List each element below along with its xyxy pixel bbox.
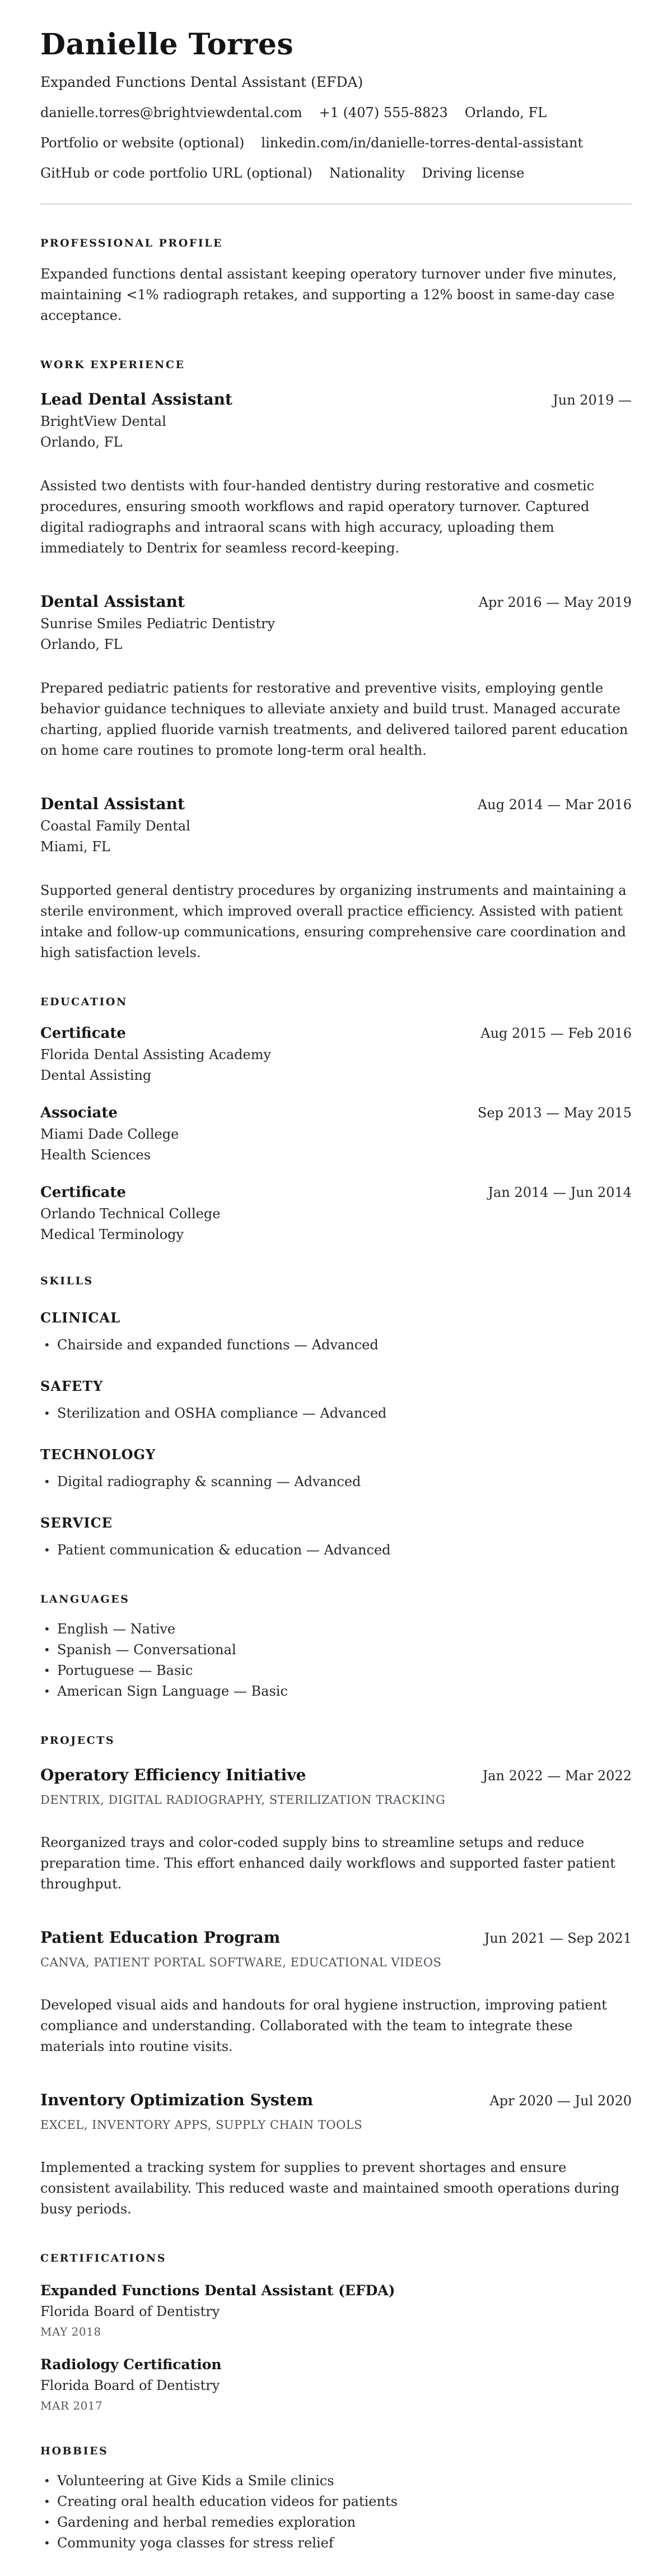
project-title: Patient Education Program xyxy=(40,1928,281,1947)
skill-category: SERVICE xyxy=(40,1514,113,1531)
education-degree: Certificate xyxy=(40,1024,126,1042)
project-description: Developed visual aids and handouts for oral hygiene instruction, improving patient compliance and understanding. Collaborated with the team to integrate these materials into routine visits. xyxy=(40,1997,607,2054)
certification-entry xyxy=(40,2356,632,2412)
job-entry-head xyxy=(40,390,632,409)
section-label: PROFESSIONAL PROFILE xyxy=(40,236,223,249)
project-tags: CANVA, PATIENT PORTAL SOFTWARE, EDUCATIONAL VIDEOS xyxy=(40,1955,442,1969)
project-title: Inventory Optimization System xyxy=(40,2090,314,2109)
job-entry xyxy=(40,592,632,761)
contact-portfolio-placeholder: Portfolio or website (optional) xyxy=(40,134,245,151)
person-name: Danielle Torres xyxy=(40,27,294,62)
education-dates: Sep 2013 — May 2015 xyxy=(477,1104,632,1121)
certification-org: Florida Board of Dentistry xyxy=(40,2303,220,2319)
language-item: • English — Native xyxy=(40,1619,632,1640)
hobby-item: • Volunteering at Give Kids a Smile clinics xyxy=(40,2471,632,2491)
skill-item: • Patient communication & education — Advanced xyxy=(40,1540,632,1561)
person-job-title: Expanded Functions Dental Assistant (EFDA) xyxy=(40,73,363,90)
job-description: Supported general dentistry procedures by organizing instruments and maintaining a sterile environment, which improved overall practice efficiency. Assisted with patient intake and follow-up communications, ensuring comprehensive care coordination and high satisfaction levels. xyxy=(40,882,627,960)
education-entry-head xyxy=(40,1184,632,1201)
certification-title: Radiology Certification xyxy=(40,2356,222,2373)
certification-date: MAR 2017 xyxy=(40,2398,103,2412)
project-title: Operatory Efficiency Initiative xyxy=(40,1765,306,1784)
contact-phone: +1 (407) 555-8823 xyxy=(319,104,448,120)
section-skills xyxy=(40,1275,632,1561)
education-school: Florida Dental Assisting Academy xyxy=(40,1046,272,1062)
education-dates: Jan 2014 — Jun 2014 xyxy=(488,1184,632,1200)
skill-group xyxy=(40,1515,632,1561)
contact-email: danielle.torres@brightviewdental.com xyxy=(40,104,302,120)
section-label: PROJECTS xyxy=(40,1734,115,1747)
job-title: Dental Assistant xyxy=(40,592,185,611)
education-degree: Certificate xyxy=(40,1183,126,1201)
section-projects xyxy=(40,1734,632,2220)
section-label: CERTIFICATIONS xyxy=(40,2252,166,2264)
hobby-item: • Creating oral health education videos for patients xyxy=(40,2491,632,2512)
skill-category: TECHNOLOGY xyxy=(40,1446,156,1463)
certification-date: MAY 2018 xyxy=(40,2324,101,2338)
job-description: Assisted two dentists with four-handed dentistry during restorative and cosmetic procedures, ensuring smooth workflows and rapid operatory turnover. Captured digital radiographs and intraoral scans with high accuracy, uploading them immediately to Dentrix for seamless record-keeping. xyxy=(40,477,595,556)
project-tags: DENTRIX, DIGITAL RADIOGRAPHY, STERILIZATION TRACKING xyxy=(40,1793,446,1807)
education-field: Medical Terminology xyxy=(40,1226,184,1242)
project-entry xyxy=(40,1766,632,1895)
contact-row-2 xyxy=(40,135,632,151)
education-entry xyxy=(40,1184,632,1242)
skill-group xyxy=(40,1446,632,1492)
project-tags: EXCEL, INVENTORY APPS, SUPPLY CHAIN TOOLS xyxy=(40,2118,363,2132)
section-professional-profile xyxy=(40,237,632,326)
skill-category: SAFETY xyxy=(40,1377,104,1394)
hobby-item: • Community yoga classes for stress relief xyxy=(40,2533,632,2554)
contact-driving-license-placeholder: Driving license xyxy=(422,165,525,181)
job-entry-head xyxy=(40,592,632,611)
education-entry xyxy=(40,1104,632,1163)
education-dates: Aug 2015 — Feb 2016 xyxy=(480,1025,632,1041)
job-description: Prepared pediatric patients for restorative and preventive visits, employing gentle behavior guidance techniques to alleviate anxiety and build trust. Managed accurate charting, applied fluoride varnish treatments, and delivered tailored parent education on home care routines to promote long-term oral health. xyxy=(40,680,628,758)
resume-header xyxy=(40,28,632,205)
project-description: Reorganized trays and color-coded supply bins to streamline setups and reduce preparation time. This effort enhanced daily workflows and supported faster patient throughput. xyxy=(40,1834,615,1892)
job-dates: Apr 2016 — May 2019 xyxy=(478,594,632,610)
section-hobbies xyxy=(40,2445,632,2554)
project-description: Implemented a tracking system for supplies to prevent shortages and ensure consistent availability. This reduced waste and maintained smooth operations during busy periods. xyxy=(40,2159,620,2217)
language-item: • Spanish — Conversational xyxy=(40,1640,632,1660)
job-title: Dental Assistant xyxy=(40,794,185,813)
contact-linkedin: linkedin.com/in/danielle-torres-dental-assistant xyxy=(261,134,584,151)
contact-nationality-placeholder: Nationality xyxy=(329,165,405,181)
project-entry-head xyxy=(40,2091,632,2109)
education-entry xyxy=(40,1025,632,1083)
skill-list xyxy=(40,1335,632,1356)
job-title: Lead Dental Assistant xyxy=(40,389,232,409)
profile-summary: Expanded functions dental assistant keeping operatory turnover under five minutes, maintaining <1% radiograph retakes, and supporting a 12% boost in same-day case acceptance. xyxy=(40,266,617,323)
section-work-experience xyxy=(40,359,632,963)
education-degree: Associate xyxy=(40,1104,118,1121)
contact-github-placeholder: GitHub or code portfolio URL (optional) xyxy=(40,165,312,181)
project-dates: Jan 2022 — Mar 2022 xyxy=(482,1767,632,1784)
language-item: • Portuguese — Basic xyxy=(40,1660,632,1681)
section-languages xyxy=(40,1593,632,1702)
language-item: • American Sign Language — Basic xyxy=(40,1681,632,1702)
job-entry xyxy=(40,795,632,963)
contact-row-3 xyxy=(40,165,632,181)
section-label: EDUCATION xyxy=(40,995,128,1008)
project-entry-head xyxy=(40,1766,632,1784)
skill-list xyxy=(40,1403,632,1424)
section-certifications xyxy=(40,2252,632,2412)
language-list xyxy=(40,1619,632,1702)
skill-list xyxy=(40,1540,632,1561)
education-school: Miami Dade College xyxy=(40,1126,179,1142)
section-label: SKILLS xyxy=(40,1274,94,1287)
education-field: Health Sciences xyxy=(40,1147,151,1163)
section-label: LANGUAGES xyxy=(40,1593,130,1605)
skill-list xyxy=(40,1472,632,1492)
hobby-list xyxy=(40,2471,632,2554)
header-divider xyxy=(40,203,632,205)
education-school: Orlando Technical College xyxy=(40,1205,221,1222)
contact-location: Orlando, FL xyxy=(464,104,547,120)
certification-org: Florida Board of Dentistry xyxy=(40,2377,220,2393)
skill-item: • Chairside and expanded functions — Advanced xyxy=(40,1335,632,1356)
education-field: Dental Assisting xyxy=(40,1067,152,1083)
project-entry-head xyxy=(40,1928,632,1947)
project-dates: Jun 2021 — Sep 2021 xyxy=(484,1930,632,1946)
skill-group xyxy=(40,1378,632,1424)
section-label: WORK EXPERIENCE xyxy=(40,358,185,371)
job-dates: Aug 2014 — Mar 2016 xyxy=(477,796,632,813)
job-entry-head xyxy=(40,795,632,813)
job-company: Coastal Family Dental xyxy=(40,818,190,834)
skill-item: • Digital radiography & scanning — Advanced xyxy=(40,1472,632,1492)
job-entry xyxy=(40,390,632,559)
education-entry-head xyxy=(40,1104,632,1121)
project-entry xyxy=(40,2091,632,2220)
skill-item: • Sterilization and OSHA compliance — Advanced xyxy=(40,1403,632,1424)
project-entry xyxy=(40,1928,632,2057)
job-company: BrightView Dental xyxy=(40,413,166,429)
section-label: HOBBIES xyxy=(40,2444,109,2457)
job-dates: Jun 2019 — xyxy=(553,392,632,408)
skill-category: CLINICAL xyxy=(40,1309,120,1326)
job-company: Sunrise Smiles Pediatric Dentistry xyxy=(40,615,276,632)
education-entry-head xyxy=(40,1025,632,1042)
contact-row-1 xyxy=(40,105,632,120)
job-location: Orlando, FL xyxy=(40,636,123,652)
job-location: Orlando, FL xyxy=(40,434,123,450)
certification-title: Expanded Functions Dental Assistant (EFDA) xyxy=(40,2282,395,2299)
skill-group xyxy=(40,1310,632,1356)
job-location: Miami, FL xyxy=(40,838,110,855)
project-dates: Apr 2020 — Jul 2020 xyxy=(489,2092,632,2109)
section-education xyxy=(40,996,632,1242)
hobby-item: • Gardening and herbal remedies exploration xyxy=(40,2512,632,2533)
certification-entry xyxy=(40,2282,632,2338)
